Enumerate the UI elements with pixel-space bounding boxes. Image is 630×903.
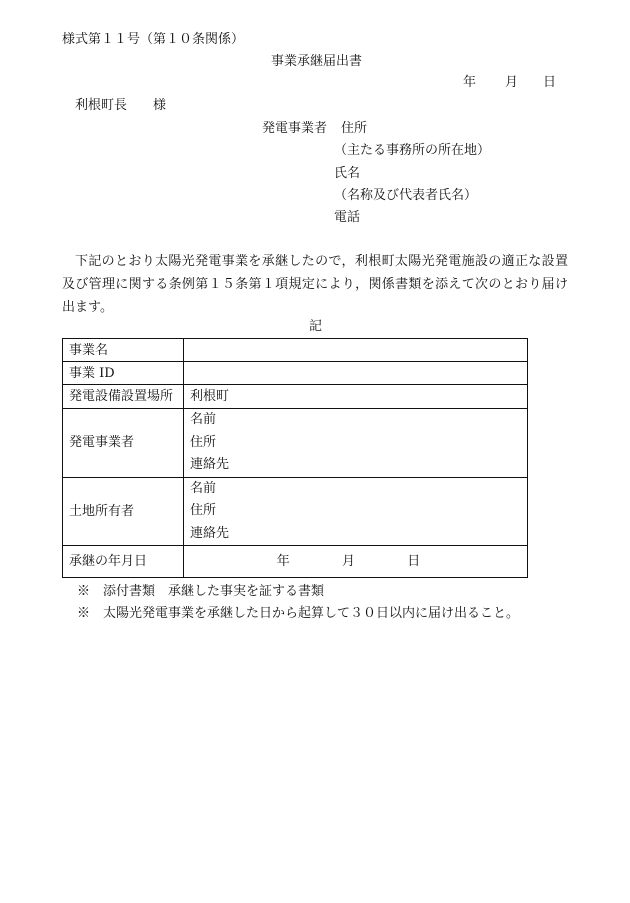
succession-year: 年	[276, 554, 290, 569]
succession-date-value	[184, 546, 528, 578]
table-row	[63, 477, 528, 546]
table-row	[63, 546, 528, 578]
operator-name-label: 名前	[190, 412, 217, 427]
site-label: 発電設備設置場所	[63, 385, 184, 409]
landowner-label: 土地所有者	[63, 477, 184, 546]
name-label: 氏名	[334, 166, 361, 181]
table-row	[63, 385, 528, 409]
landowner-name-label: 名前	[190, 480, 217, 496]
succession-day: 日	[407, 554, 421, 569]
table-row	[63, 339, 528, 362]
form-number: 様式第１１号（第１０条関係）	[62, 32, 245, 47]
operator-label: 発電事業者	[63, 409, 184, 478]
project-name-label: 事業名	[63, 339, 184, 362]
succession-form-table	[62, 338, 528, 578]
table-row	[63, 362, 528, 385]
date-month: 月	[505, 75, 519, 90]
addressee: 利根町長 様	[75, 98, 167, 113]
landowner-address-label: 住所	[190, 503, 217, 518]
succession-date-label: 承継の年月日	[63, 546, 184, 578]
project-name-value	[184, 339, 528, 362]
document-title: 事業承継届出書	[271, 54, 363, 69]
date-year: 年	[463, 75, 477, 90]
name-note: （名称及び代表者氏名）	[334, 188, 478, 203]
body-paragraph: 下記のとおり太陽光発電事業を承継したので，利根町太陽光発電施設の適正な設置及び管理に関する条例第１５条第１項規定により，関係書類を添えて次のとおり届け出ます。	[62, 254, 568, 315]
site-value: 利根町	[184, 385, 528, 409]
project-id-value	[184, 362, 528, 385]
date-day: 日	[543, 75, 557, 90]
phone-label: 電話	[334, 210, 361, 225]
operator-details	[184, 409, 528, 478]
address-label: 住所	[341, 121, 368, 136]
note-deadline: ※ 太陽光発電事業を承継した日から起算して３０日以内に届け出ること。	[77, 606, 520, 621]
landowner-contact-label: 連絡先	[190, 525, 230, 541]
applicant-role: 発電事業者	[262, 121, 328, 136]
operator-address-label: 住所	[190, 434, 217, 450]
landowner-details	[184, 477, 528, 546]
table-row	[63, 409, 528, 478]
succession-month: 月	[341, 554, 355, 569]
address-note: （主たる事務所の所在地）	[334, 143, 491, 158]
operator-contact-label: 連絡先	[190, 457, 230, 472]
note-attachment: ※ 添付書類 承継した事実を証する書類	[77, 584, 325, 599]
project-id-label: 事業 ID	[63, 362, 184, 385]
ki-heading: 記	[309, 319, 323, 334]
